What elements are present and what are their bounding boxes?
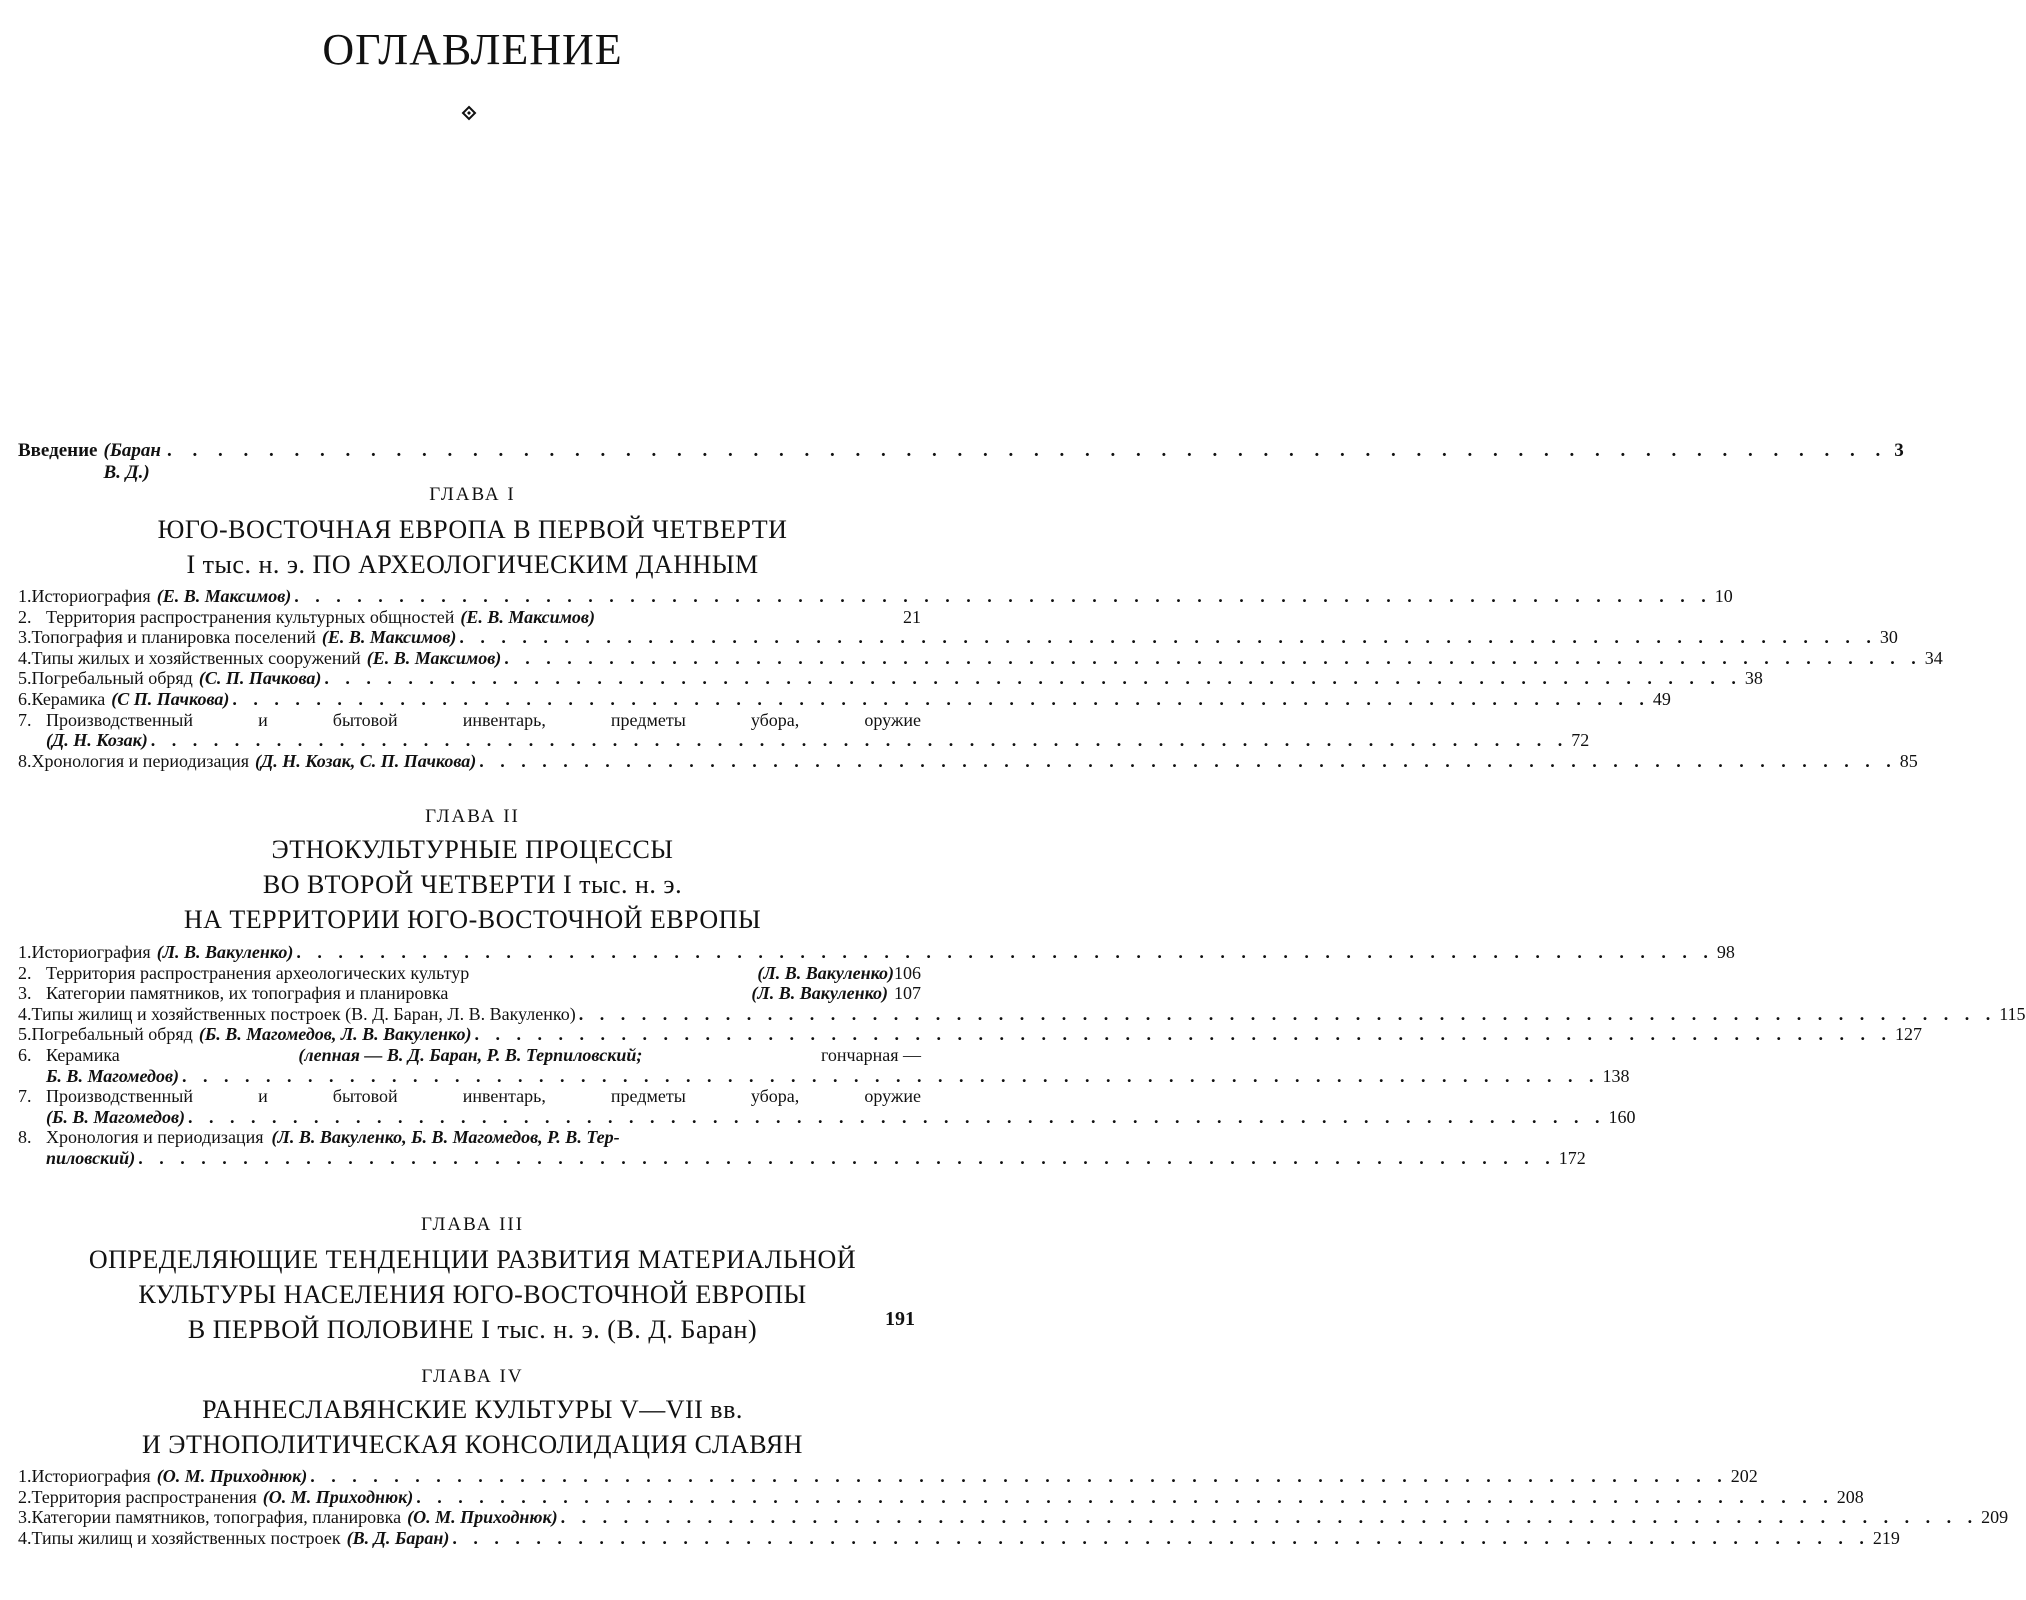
toc-entry[interactable]	[18, 983, 921, 1004]
entry-text: Территория распространения культурных общностей	[46, 606, 455, 627]
entry-number: 2.	[18, 606, 32, 627]
page-title: ОГЛАВЛЕНИЕ	[322, 25, 623, 74]
entry-number: 4.	[18, 1003, 32, 1024]
chapter-1-heading	[0, 484, 945, 582]
entry-author: (Б. В. Магомедов, Л. В. Вакуленко)	[198, 1024, 472, 1045]
entry-author: (Е. В. Максимов)	[156, 586, 292, 606]
entry-number: 8.	[18, 750, 32, 771]
chapter-title-line: В ПЕРВОЙ ПОЛОВИНЕ I тыс. н. э. (В. Д. Баран)	[187, 1315, 758, 1344]
entry-page: 160	[1608, 1106, 1636, 1127]
dot-leader: . . . . . . . . . . . . . . . . . . . . . . . . . . . . . . . . . . . . . . . . . . . . . . . . . . . . . . . . . . . . . . . . . . . .	[232, 688, 1650, 709]
entry-text: Историография	[31, 1466, 151, 1486]
entry-number: 6.	[18, 1044, 32, 1065]
entry-author: (О. М. Приходнюк)	[156, 1466, 308, 1486]
entry-text: Типы жилых и хозяйственных сооружений	[31, 647, 361, 668]
toc-entry[interactable]	[18, 607, 921, 628]
entry-author: (В. Д. Баран)	[346, 1527, 450, 1548]
entry-number: 3.	[18, 983, 32, 1004]
dot-leader: . . . . . . . . . . . . . . . . . . . . . . . . . . . . . . . . . . . . . . . . . . . . . . . . . . . . . . . . . . . . . . . . . . . .	[296, 942, 1714, 962]
chapter-title-line: ВО ВТОРОЙ ЧЕТВЕРТИ I тыс. н. э.	[262, 870, 683, 899]
entry-page: 38	[1744, 668, 1763, 689]
chapter-title-line: РАННЕСЛАВЯНСКИЕ КУЛЬТУРЫ V—VII вв.	[202, 1395, 743, 1424]
entry-text: Категории памятников, топография, планировка	[31, 1507, 402, 1528]
chapter-2-entries	[18, 942, 2026, 1169]
entry-page: 172	[1558, 1147, 1586, 1168]
diamond-ornament-icon	[462, 106, 476, 120]
chapter-title-line: ОПРЕДЕЛЯЮЩИЕ ТЕНДЕНЦИИ РАЗВИТИЯ МАТЕРИАЛЬНОЙ	[88, 1245, 857, 1274]
entry-text: и	[258, 709, 268, 730]
entry-number: 2.	[18, 1486, 32, 1507]
dot-leader: . . . . . . . . . . . . . . . . . . . . . . . . . . . . . . . . . . . . . . . . . . . . . . . . . . . . . . . . . . . . . . . . . . . .	[452, 1527, 1870, 1548]
toc-entry[interactable]	[18, 1486, 1864, 1508]
entry-number: 6.	[18, 688, 32, 709]
entry-page: 209	[1981, 1507, 2009, 1528]
entry-page: 219	[1872, 1527, 1900, 1548]
entry-number: 2.	[18, 962, 32, 983]
entry-text: предметы	[610, 709, 686, 730]
entry-number: 8.	[18, 1127, 32, 1148]
entry-number: 3.	[18, 627, 32, 648]
entry-author: (С. П. Пачкова)	[198, 668, 322, 689]
entry-author: пиловский)	[46, 1147, 136, 1168]
toc-entry[interactable]	[18, 1527, 1900, 1549]
entry-author: (О. М. Приходнюк)	[407, 1507, 558, 1528]
chapter-title-line: ЮГО-ВОСТОЧНАЯ ЕВРОПА В ПЕРВОЙ ЧЕТВЕРТИ	[157, 515, 788, 544]
chapter-3-heading	[0, 1214, 945, 1347]
dot-leader: . . . . . . . . . . . . . . . . . . . . . . . . . . . . . . . . . . . . . . . . . . . . . . . . . . . . . . . . . . . . . . . . . . . .	[459, 627, 1877, 648]
entry-author: (Баран В. Д.)	[103, 440, 161, 483]
dot-leader: . . . . . . . . . . . . . . . . . . . . . . . . . . . . . . . . . . . . . . . . . . . . . . . . . . . . . . . . . . . . . . . . . . . .	[166, 440, 1889, 461]
entry-number: 5.	[18, 668, 32, 689]
entry-page: 208	[1836, 1486, 1864, 1507]
entry-author: (Б. В. Магомедов)	[46, 1106, 185, 1127]
entry-author: (Л. В. Вакуленко, Б. В. Магомедов, Р. В. Тер-	[271, 1127, 620, 1148]
toc-entry[interactable]	[18, 1044, 1630, 1086]
dot-leader: . . . . . . . . . . . . . . . . . . . . . . . . . . . . . . . . . . . . . . . . . . . . . . . . . . . . . . . . . . . . . . . . . . . .	[474, 1024, 1892, 1045]
entry-text: Керамика	[46, 1044, 120, 1065]
entry-text: Производственный	[46, 709, 193, 730]
entry-author: (Д. Н. Козак)	[46, 730, 148, 751]
entry-text: инвентарь,	[462, 709, 546, 730]
toc-entry[interactable]	[18, 750, 1918, 772]
entry-text: предметы	[610, 1086, 686, 1107]
entry-text: Историография	[31, 586, 151, 606]
toc-entry[interactable]	[18, 627, 1898, 648]
entry-text: Хронология и периодизация	[31, 750, 249, 771]
entry-author: (Д. Н. Козак, С. П. Пачкова)	[254, 750, 477, 771]
dot-leader: . . . . . . . . . . . . . . . . . . . . . . . . . . . . . . . . . . . . . . . . . . . . . . . . . . . . . . . . . . . . . . . . . . . .	[504, 647, 1922, 668]
dot-leader: . . . . . . . . . . . . . . . . . . . . . . . . . . . . . . . . . . . . . . . . . . . . . . . . . . . . . . . . . . . . . . . . . . . .	[578, 1003, 1997, 1024]
entry-author: Б. В. Магомедов)	[46, 1065, 179, 1086]
entry-page: 34	[1924, 647, 1943, 668]
chapter-title-line: ЭТНОКУЛЬТУРНЫЕ ПРОЦЕССЫ	[271, 835, 674, 864]
entry-text: оружие	[864, 1086, 921, 1107]
toc-entry[interactable]	[18, 688, 1671, 710]
entry-page: 30	[1879, 627, 1898, 648]
entry-number: 3.	[18, 1507, 32, 1528]
entry-page: 138	[1602, 1065, 1630, 1086]
dot-leader: . . . . . . . . . . . . . . . . . . . . . . . . . . . . . . . . . . . . . . . . . . . . . . . . . . . . . . . . . . . . . . . . . . . .	[187, 1106, 1606, 1127]
entry-text: инвентарь,	[462, 1086, 546, 1107]
chapter-label: ГЛАВА II	[425, 806, 520, 827]
chapter-title-line: НА ТЕРРИТОРИИ ЮГО-ВОСТОЧНОЙ ЕВРОПЫ	[183, 905, 762, 934]
chapter-label: ГЛАВА III	[420, 1214, 525, 1235]
entry-number: 4.	[18, 1527, 32, 1548]
entry-page: 10	[1714, 586, 1733, 606]
entry-author: (О. М. Приходнюк)	[262, 1486, 414, 1507]
dot-leader: . . . . . . . . . . . . . . . . . . . . . . . . . . . . . . . . . . . . . . . . . . . . . . . . . . . . . . . . . . . . . . . . . . . .	[416, 1486, 1834, 1507]
entry-number: 7.	[18, 709, 32, 730]
entry-text: убора,	[750, 1086, 800, 1107]
entry-page: 85	[1899, 750, 1918, 771]
toc-entry[interactable]	[18, 1127, 1586, 1168]
entry-text: бытовой	[332, 1086, 398, 1107]
entry-page: 107	[894, 983, 921, 1004]
dot-leader: . . . . . . . . . . . . . . . . . . . . . . . . . . . . . . . . . . . . . . . . . . . . . . . . . . . . . . . . . . . . . . . . . . . .	[479, 750, 1897, 771]
chapter-title-line: И ЭТНОПОЛИТИЧЕСКАЯ КОНСОЛИДАЦИЯ СЛАВЯН	[142, 1430, 803, 1459]
chapter-label: ГЛАВА IV	[421, 1366, 524, 1387]
chapter-1-entries	[18, 586, 1943, 771]
entry-page: 127	[1894, 1024, 1922, 1045]
entry-number: 7.	[18, 1086, 32, 1107]
entry-author: (Л. В. Вакуленко)	[156, 942, 294, 962]
entry-text: и	[258, 1086, 268, 1107]
entry-number: 4.	[18, 647, 32, 668]
entry-page: 21	[903, 606, 921, 627]
toc-entry-introduction[interactable]	[18, 440, 1904, 484]
chapter-title-line: I тыс. н. э. ПО АРХЕОЛОГИЧЕСКИМ ДАННЫМ	[186, 550, 759, 579]
dot-leader: . . . . . . . . . . . . . . . . . . . . . . . . . . . . . . . . . . . . . . . . . . . . . . . . . . . . . . . . . . . . . . . . . . . .	[182, 1065, 1600, 1086]
entry-text: гончарная —	[820, 1044, 921, 1065]
entry-page: 3	[1894, 440, 1904, 461]
entry-text: Историография	[31, 942, 151, 962]
dot-leader: . . . . . . . . . . . . . . . . . . . . . . . . . . . . . . . . . . . . . . . . . . . . . . . . . . . . . . . . . . . . . . . . . . . .	[310, 1466, 1728, 1486]
entry-text: Территория распространения археологических культур	[46, 962, 470, 983]
entry-author: (Е. В. Максимов)	[366, 647, 502, 668]
dot-leader: . . . . . . . . . . . . . . . . . . . . . . . . . . . . . . . . . . . . . . . . . . . . . . . . . . . . . . . . . . . . . . . . . . . .	[294, 586, 1712, 606]
chapter-3-page[interactable]: 191	[885, 1308, 915, 1330]
toc-entry[interactable]	[18, 586, 1733, 607]
entry-text: Типы жилищ и хозяйственных построек (В. Д. Баран, Л. В. Вакуленко)	[31, 1003, 576, 1024]
entry-text: Категории памятников, их топография и планировка	[46, 983, 449, 1004]
chapter-label: ГЛАВА I	[429, 484, 516, 505]
entry-number: 5.	[18, 1024, 32, 1045]
entry-page: 49	[1652, 688, 1671, 709]
entry-label: Введение	[18, 440, 98, 461]
chapter-4-entries	[18, 1466, 2009, 1548]
toc-entry[interactable]	[18, 668, 1763, 689]
entry-page: 72	[1571, 730, 1590, 751]
entry-text: убора,	[750, 709, 800, 730]
entry-author: (Л. В. Вакуленко)	[751, 983, 888, 1004]
dot-leader: . . . . . . . . . . . . . . . . . . . . . . . . . . . . . . . . . . . . . . . . . . . . . . . . . . . . . . . . . . . . . . . . . . . .	[324, 668, 1742, 689]
toc-entry[interactable]	[18, 1086, 1636, 1127]
entry-text: Типы жилищ и хозяйственных построек	[31, 1527, 341, 1548]
entry-text: Хронология и периодизация	[46, 1127, 264, 1148]
dot-leader: . . . . . . . . . . . . . . . . . . . . . . . . . . . . . . . . . . . . . . . . . . . . . . . . . . . . . . . . . . . . . . . . . . . .	[150, 730, 1569, 751]
entry-author: (Е. В. Максимов)	[321, 627, 457, 648]
entry-text: оружие	[864, 709, 921, 730]
entry-page: 106	[894, 962, 921, 983]
entry-number: 1.	[18, 586, 32, 606]
entry-text: Топография и планировка поселений	[31, 627, 316, 648]
entry-page: 115	[1999, 1003, 2026, 1024]
entry-author: (лепная — В. Д. Баран, Р. В. Терпиловский;	[298, 1044, 643, 1065]
chapter-4-heading	[0, 1366, 945, 1462]
toc-entry[interactable]	[18, 1466, 1758, 1487]
entry-text: Керамика	[31, 688, 106, 709]
dot-leader: . . . . . . . . . . . . . . . . . . . . . . . . . . . . . . . . . . . . . . . . . . . . . . . . . . . . . . . . . . . . . . . . . . . .	[138, 1147, 1556, 1168]
toc-entry[interactable]	[18, 647, 1943, 669]
entry-text: Погребальный обряд	[31, 668, 193, 689]
entry-author: (Е. В. Максимов)	[460, 606, 595, 627]
entry-number: 1.	[18, 1466, 32, 1486]
entry-page: 98	[1716, 942, 1735, 962]
toc-entry[interactable]	[18, 1024, 1922, 1045]
chapter-2-heading	[0, 806, 945, 937]
toc-entry[interactable]	[18, 942, 1735, 963]
entry-text: бытовой	[332, 709, 398, 730]
dot-leader: . . . . . . . . . . . . . . . . . . . . . . . . . . . . . . . . . . . . . . . . . . . . . . . . . . . . . . . . . . . . . . . . . . . .	[560, 1507, 1979, 1528]
toc-entry[interactable]	[18, 1003, 2026, 1025]
toc-entry[interactable]	[18, 709, 1590, 751]
entry-text: Погребальный обряд	[31, 1024, 193, 1045]
entry-number: 1.	[18, 942, 32, 962]
entry-text: Территория распространения	[31, 1486, 257, 1507]
entry-author: (С П. Пачкова)	[111, 688, 230, 709]
toc-entry[interactable]	[18, 1507, 2009, 1528]
entry-author: (Л. В. Вакуленко)	[757, 962, 894, 983]
entry-page: 202	[1730, 1466, 1758, 1486]
toc-entry[interactable]	[18, 963, 921, 984]
chapter-title-line: КУЛЬТУРЫ НАСЕЛЕНИЯ ЮГО-ВОСТОЧНОЙ ЕВРОПЫ	[138, 1280, 807, 1309]
entry-text: Производственный	[46, 1086, 193, 1107]
